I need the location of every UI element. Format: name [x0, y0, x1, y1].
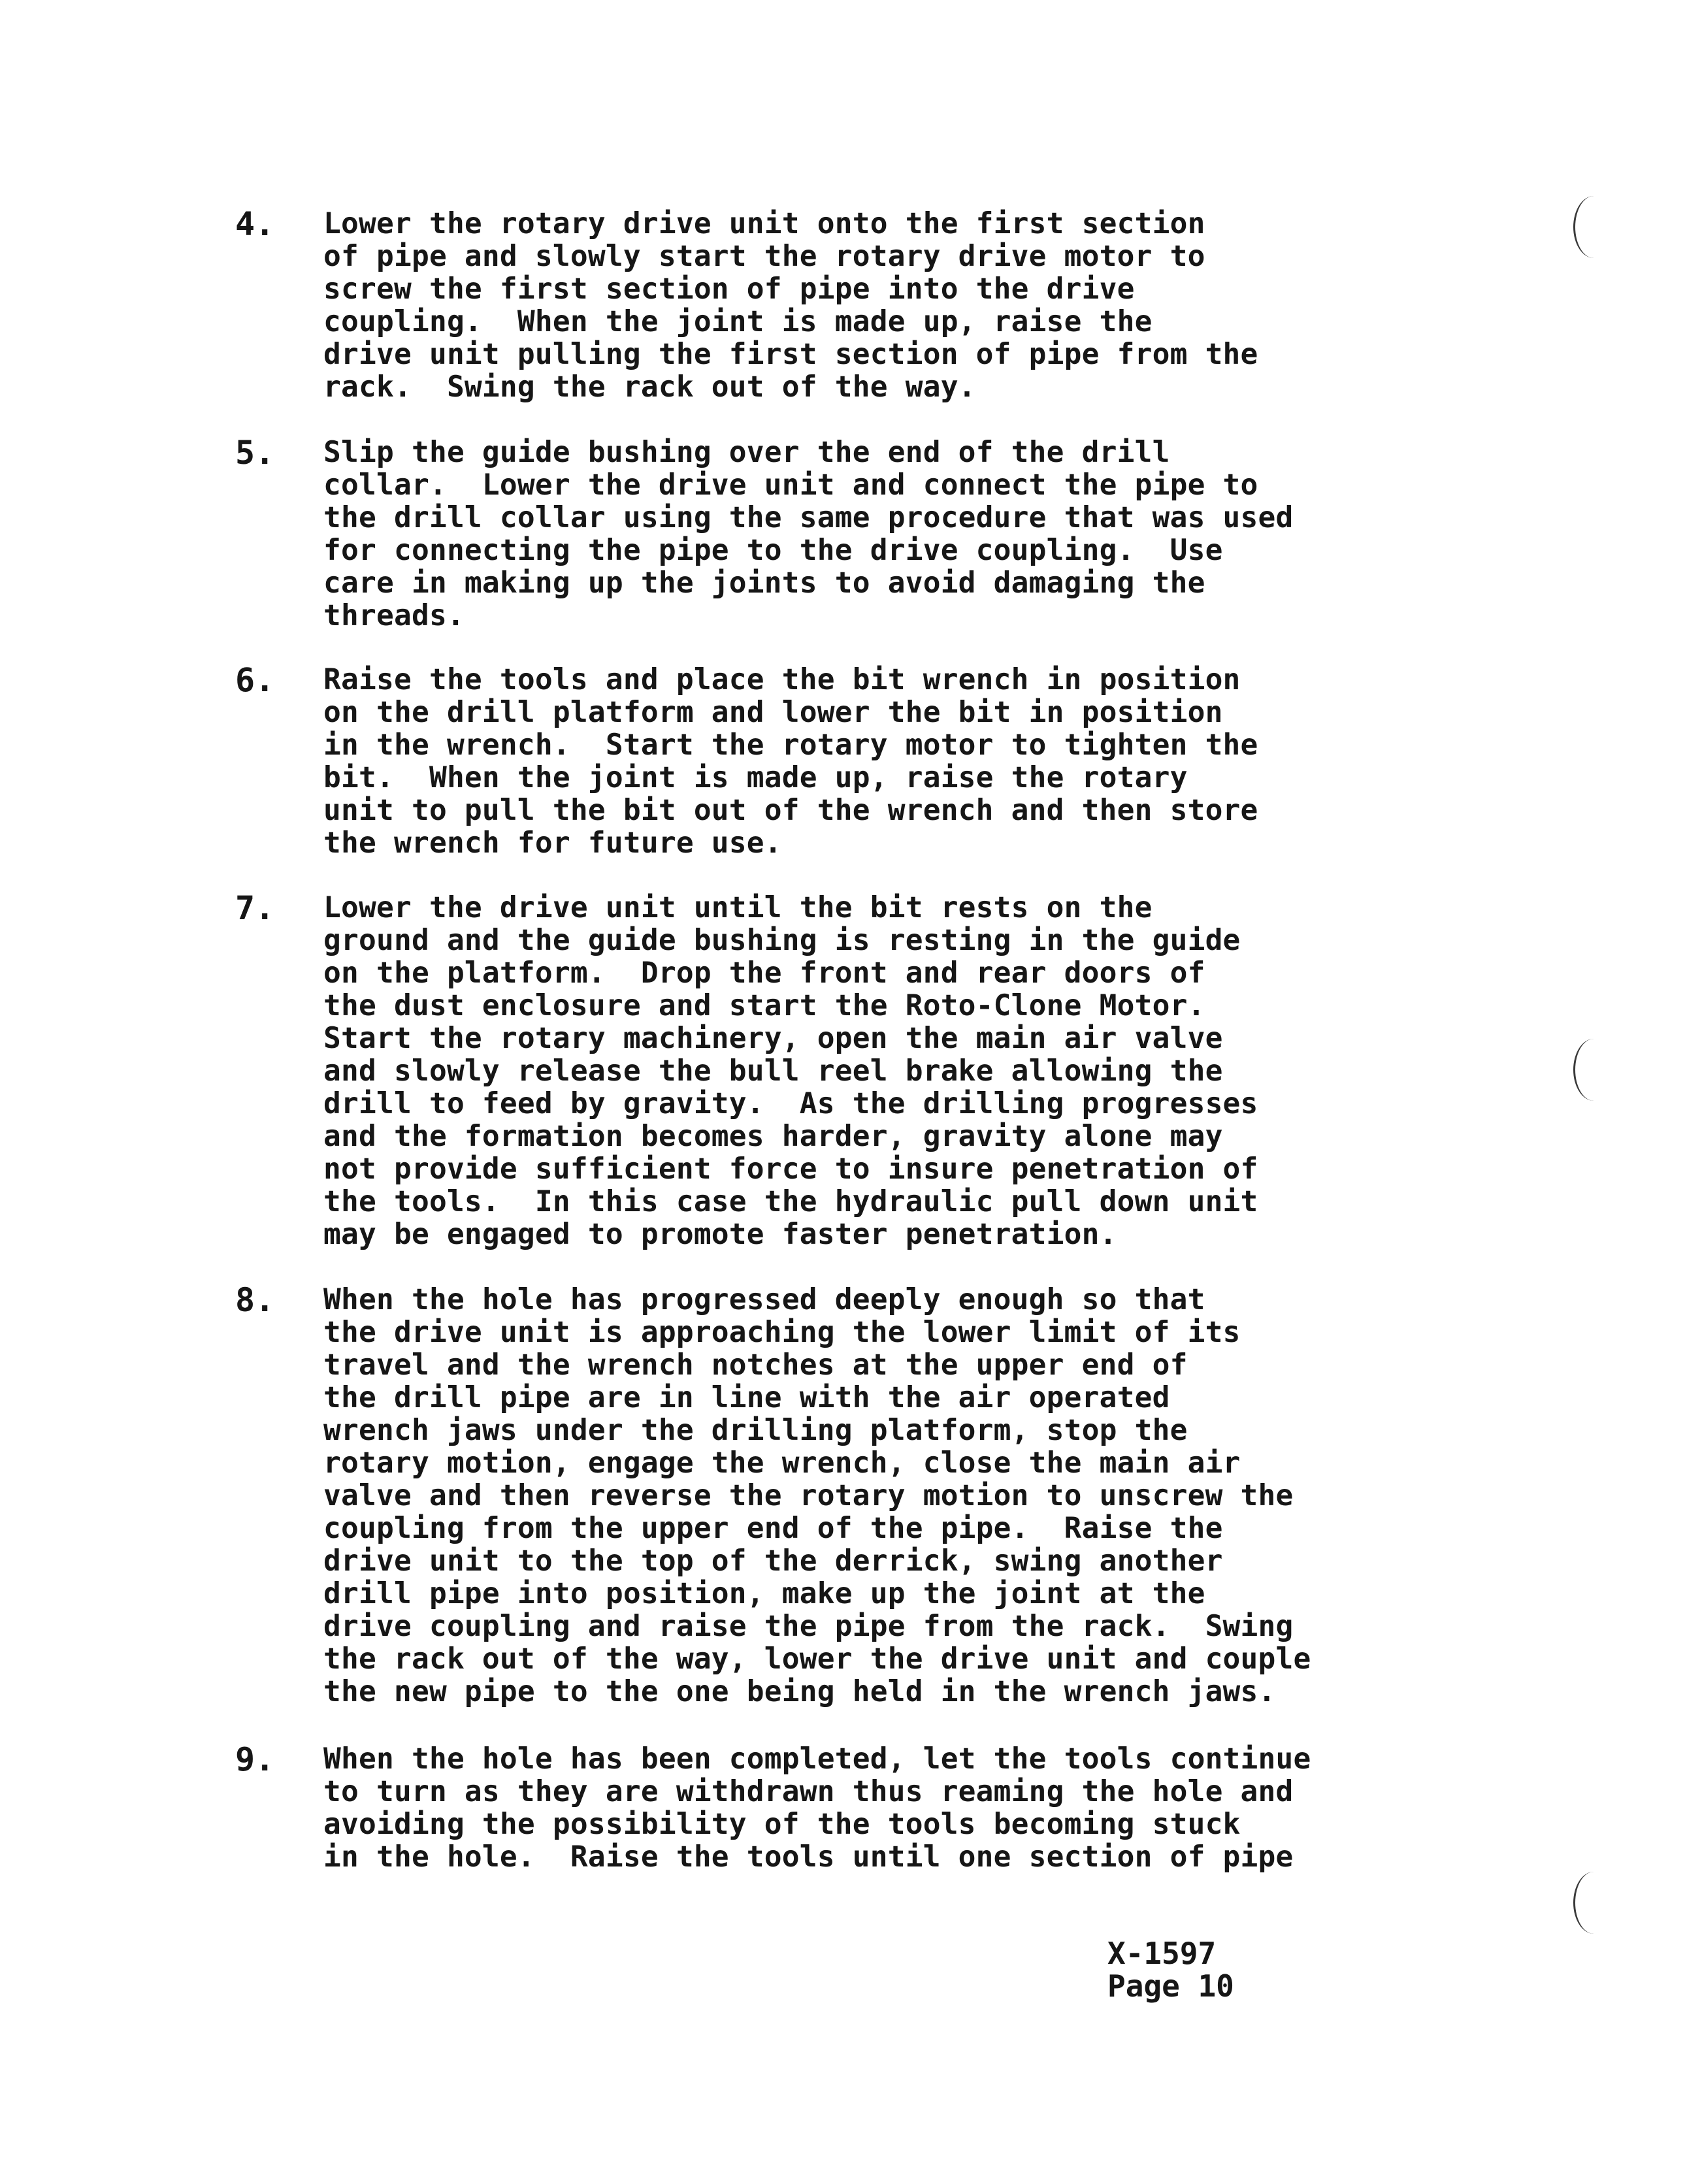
page-footer	[1107, 1937, 1234, 2002]
step-text: When the hole has progressed deeply enough so that the drive unit is approaching the lower limit of its travel and the wrench notches at the upper end of the drill pipe are in line with the air operated wrench jaws under the drilling platform, stop the rotary motion, engage the wrench, close the main air valve and then reverse the rotary motion to unscrew the coupling from the upper end of the pipe. Raise the drive unit to the top of the derrick, swing another drill pipe into position, make up the joint at the drive coupling and raise the pipe from the rack. Swing the rack out of the way, lower the drive unit and couple the new pipe to the one being held in the wrench jaws.	[323, 1283, 1311, 1708]
step-number: 9.	[235, 1740, 275, 1778]
step-text: Slip the guide bushing over the end of the drill collar. Lower the drive unit and connect the pipe to the drill collar using the same procedure that was used for connecting the pipe to the drive coupling. Use care in making up the joints to avoid damaging the threads.	[323, 436, 1294, 632]
step-text: Raise the tools and place the bit wrench in position on the drill platform and lower the bit in position in the wrench. Start the rotary motor to tighten the bit. When the joint is made up, raise the rotary unit to pull the bit out of the wrench and then store the wrench for future use.	[323, 663, 1258, 860]
document-id: X-1597	[1107, 1936, 1217, 1971]
step-number: 7.	[235, 889, 275, 927]
binder-hole-mark	[1573, 1039, 1614, 1101]
binder-hole-mark	[1573, 1872, 1614, 1934]
step-number: 6.	[235, 661, 275, 699]
step-number: 4.	[235, 205, 275, 243]
step-text: When the hole has been completed, let the tools continue to turn as they are withdrawn thus reaming the hole and avoiding the possibility of the tools becoming stuck in the hole. Raise the tools until one section of pipe	[323, 1742, 1311, 1874]
page-number: Page 10	[1107, 1968, 1234, 2004]
step-number: 5.	[235, 434, 275, 472]
step-text: Lower the drive unit until the bit rests on the ground and the guide bushing is resting in the guide on the platform. Drop the front and rear doors of the dust enclosure and start the Roto-Clone Motor. Start the rotary machinery, open the main air valve and slowly release the bull reel brake allowing the drill to feed by gravity. As the drilling progresses and the formation becomes harder, gravity alone may not provide sufficient force to insure penetration of the tools. In this case the hydraulic pull down unit may be engaged to promote faster penetration.	[323, 891, 1258, 1251]
step-number: 8.	[235, 1281, 275, 1319]
step-text: Lower the rotary drive unit onto the first section of pipe and slowly start the rotary drive motor to screw the first section of pipe into the drive coupling. When the joint is made up, raise the drive unit pulling the first section of pipe from the rack. Swing the rack out of the way.	[323, 207, 1258, 404]
binder-hole-mark	[1573, 196, 1614, 258]
